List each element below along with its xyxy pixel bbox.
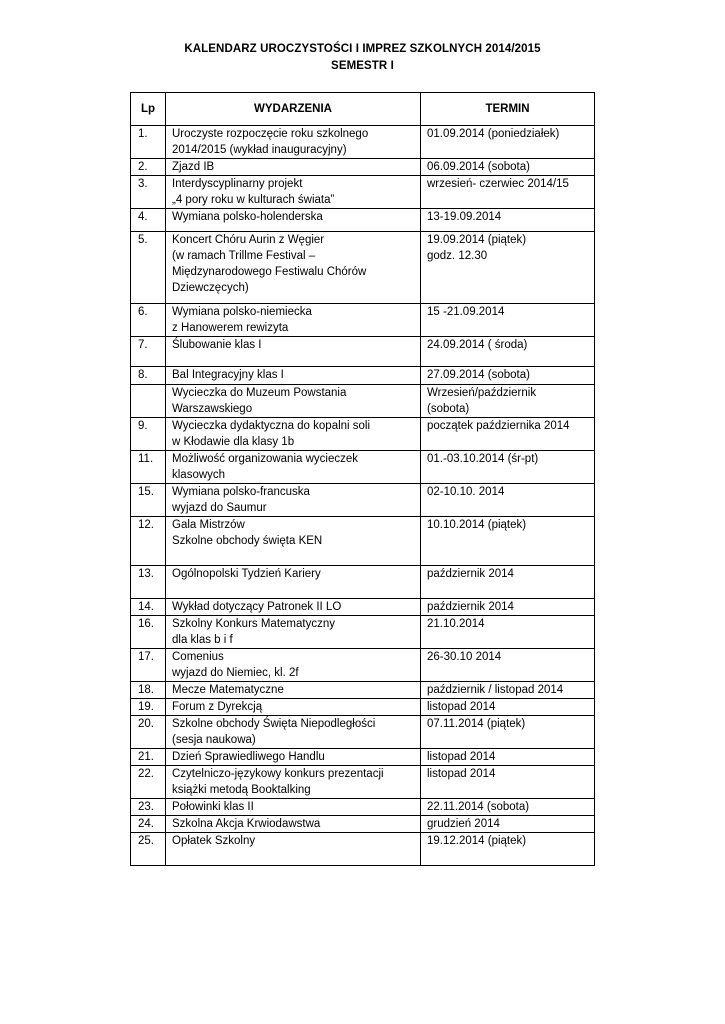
date-text: 13-19.09.2014	[427, 211, 502, 223]
date-cell	[421, 451, 595, 484]
event-cell	[166, 649, 421, 682]
events-table	[130, 92, 595, 866]
table-row	[131, 385, 595, 418]
date-text: 26-30.10 2014	[427, 651, 502, 663]
event-cell	[166, 385, 421, 418]
event-cell	[166, 451, 421, 484]
row-number: 24.	[131, 816, 166, 833]
date-cell	[421, 616, 595, 649]
table-row	[131, 816, 595, 833]
row-number: 23.	[131, 799, 166, 816]
event-cell	[166, 484, 421, 517]
date-text: 06.09.2014 (sobota)	[427, 161, 530, 173]
row-number: 19.	[131, 699, 166, 716]
date-cell	[421, 517, 595, 566]
header-date: TERMIN	[421, 93, 595, 126]
date-text: 10.10.2014 (piątek)	[427, 519, 527, 531]
date-cell	[421, 418, 595, 451]
date-text: 21.10.2014	[427, 618, 485, 630]
event-text: w Kłodawie dla klasy 1b	[172, 436, 295, 448]
event-text: Gala Mistrzów	[172, 519, 245, 531]
table-row	[131, 833, 595, 866]
event-text: Wymiana polsko-holenderska	[172, 211, 323, 223]
row-number: 7.	[131, 337, 166, 367]
date-text: 19.12.2014 (piątek)	[427, 835, 527, 847]
event-text: Szkolne obchody Święta Niepodległości	[172, 718, 376, 730]
row-number: 9.	[131, 418, 166, 451]
event-text: Szkolne obchody święta KEN	[172, 535, 323, 547]
event-text: Połowinki klas II	[172, 801, 254, 813]
table-row	[131, 176, 595, 209]
event-text: „4 pory roku w kulturach świata”	[172, 194, 335, 206]
event-text: Wycieczka do Muzeum Powstania	[172, 387, 347, 399]
date-text: 27.09.2014 (sobota)	[427, 369, 530, 381]
table-row	[131, 209, 595, 232]
event-text: Uroczyste rozpoczęcie roku szkolnego	[172, 128, 369, 140]
event-cell	[166, 367, 421, 385]
row-number: 12.	[131, 517, 166, 566]
table-row	[131, 418, 595, 451]
event-cell	[166, 749, 421, 766]
event-text: Opłatek Szkolny	[172, 835, 256, 847]
date-cell	[421, 682, 595, 699]
table-row	[131, 649, 595, 682]
date-cell	[421, 749, 595, 766]
event-cell	[166, 337, 421, 367]
event-text: z Hanowerem rewizyta	[172, 322, 289, 334]
event-cell	[166, 816, 421, 833]
row-number: 3.	[131, 176, 166, 209]
date-cell	[421, 126, 595, 159]
row-number: 18.	[131, 682, 166, 699]
table-header-row	[131, 93, 595, 126]
event-cell	[166, 566, 421, 599]
table-row	[131, 749, 595, 766]
event-cell	[166, 716, 421, 749]
date-cell	[421, 304, 595, 337]
event-text: Zjazd IB	[172, 161, 215, 173]
table-row	[131, 716, 595, 749]
event-text: 2014/2015 (wykład inauguracyjny)	[172, 144, 347, 156]
row-number: 4.	[131, 209, 166, 232]
header-event: WYDARZENIA	[166, 93, 421, 126]
event-text: Forum z Dyrekcją	[172, 701, 263, 713]
date-cell	[421, 699, 595, 716]
event-text: Szkolny Konkurs Matematyczny	[172, 618, 335, 630]
table-row	[131, 451, 595, 484]
date-text: Wrzesień/październik	[427, 387, 537, 399]
table-body	[131, 126, 595, 866]
date-cell	[421, 232, 595, 304]
date-text: 15 -21.09.2014	[427, 306, 505, 318]
event-text: (sesja naukowa)	[172, 734, 256, 746]
date-text: 02-10.10. 2014	[427, 486, 505, 498]
row-number: 6.	[131, 304, 166, 337]
event-cell	[166, 699, 421, 716]
event-text: Międzynarodowego Festiwalu Chórów	[172, 266, 367, 278]
table-row	[131, 699, 595, 716]
event-text: Bal Integracyjny klas I	[172, 369, 284, 381]
table-row	[131, 682, 595, 699]
event-cell	[166, 682, 421, 699]
event-text: Szkolna Akcja Krwiodawstwa	[172, 818, 321, 830]
date-cell	[421, 799, 595, 816]
date-text: 22.11.2014 (sobota)	[427, 801, 530, 813]
event-text: Interdyscyplinarny projekt	[172, 178, 303, 190]
row-number: 22.	[131, 766, 166, 799]
event-text: (w ramach Trillme Festival –	[172, 250, 316, 262]
date-text: 24.09.2014 ( środa)	[427, 339, 528, 351]
date-text: (sobota)	[427, 403, 470, 415]
date-text: październik 2014	[427, 601, 514, 613]
event-text: Ślubowanie klas I	[172, 339, 262, 351]
date-text: grudzień 2014	[427, 818, 500, 830]
event-cell	[166, 304, 421, 337]
event-text: Wykład dotyczący Patronek II LO	[172, 601, 342, 613]
event-text: Comenius	[172, 651, 224, 663]
row-number	[131, 385, 166, 418]
event-text: Możliwość organizowania wycieczek	[172, 453, 358, 465]
event-cell	[166, 232, 421, 304]
row-number: 2.	[131, 159, 166, 176]
event-text: Mecze Matematyczne	[172, 684, 284, 696]
event-cell	[166, 517, 421, 566]
row-number: 14.	[131, 599, 166, 616]
table-row	[131, 566, 595, 599]
date-cell	[421, 385, 595, 418]
event-cell	[166, 126, 421, 159]
date-text: 01.-03.10.2014 (śr-pt)	[427, 453, 539, 465]
table-row	[131, 159, 595, 176]
date-cell	[421, 337, 595, 367]
date-cell	[421, 833, 595, 866]
event-cell	[166, 176, 421, 209]
row-number: 16.	[131, 616, 166, 649]
table-row	[131, 126, 595, 159]
table-row	[131, 337, 595, 367]
date-cell	[421, 367, 595, 385]
date-text: początek października 2014	[427, 420, 570, 432]
date-text: godz. 12.30	[427, 250, 488, 262]
date-cell	[421, 649, 595, 682]
table-row	[131, 599, 595, 616]
date-text: listopad 2014	[427, 768, 496, 780]
row-number: 5.	[131, 232, 166, 304]
table-row	[131, 304, 595, 337]
event-cell	[166, 159, 421, 176]
date-cell	[421, 209, 595, 232]
date-cell	[421, 766, 595, 799]
table-row	[131, 232, 595, 304]
date-text: 01.09.2014 (poniedziałek)	[427, 128, 560, 140]
row-number: 20.	[131, 716, 166, 749]
event-text: Wymiana polsko-francuska	[172, 486, 310, 498]
event-text: wyjazd do Niemiec, kl. 2f	[172, 667, 299, 679]
row-number: 13.	[131, 566, 166, 599]
date-cell	[421, 566, 595, 599]
event-text: książki metodą Booktalking	[172, 784, 311, 796]
date-text: 19.09.2014 (piątek)	[427, 234, 527, 246]
event-cell	[166, 209, 421, 232]
date-cell	[421, 159, 595, 176]
page-title: KALENDARZ UROCZYSTOŚCI I IMPREZ SZKOLNYCH 2014/2015	[184, 43, 541, 55]
date-text: 07.11.2014 (piątek)	[427, 718, 526, 730]
event-cell	[166, 616, 421, 649]
event-text: klasowych	[172, 469, 226, 481]
date-cell	[421, 484, 595, 517]
date-text: listopad 2014	[427, 701, 496, 713]
row-number: 17.	[131, 649, 166, 682]
table-row	[131, 799, 595, 816]
event-text: Wymiana polsko-niemiecka	[172, 306, 312, 318]
table-row	[131, 484, 595, 517]
event-text: Koncert Chóru Aurin z Węgier	[172, 234, 325, 246]
date-text: październik / listopad 2014	[427, 684, 564, 696]
page-subtitle: SEMESTR I	[331, 60, 394, 72]
date-cell	[421, 599, 595, 616]
event-cell	[166, 766, 421, 799]
date-text: październik 2014	[427, 568, 514, 580]
table-row	[131, 517, 595, 566]
table-row	[131, 367, 595, 385]
row-number: 11.	[131, 451, 166, 484]
date-text: listopad 2014	[427, 751, 496, 763]
event-text: Wycieczka dydaktyczna do kopalni soli	[172, 420, 371, 432]
event-cell	[166, 418, 421, 451]
event-text: Ogólnopolski Tydzień Kariery	[172, 568, 321, 580]
event-cell	[166, 799, 421, 816]
event-text: Warszawskiego	[172, 403, 253, 415]
date-cell	[421, 176, 595, 209]
event-text: Dziewczęcych)	[172, 282, 249, 294]
date-text: wrzesień- czerwiec 2014/15	[427, 178, 569, 190]
event-text: Czytelniczo-językowy konkurs prezentacji	[172, 768, 384, 780]
row-number: 15.	[131, 484, 166, 517]
header-lp: Lp	[131, 93, 166, 126]
row-number: 21.	[131, 749, 166, 766]
date-cell	[421, 816, 595, 833]
event-text: wyjazd do Saumur	[172, 502, 267, 514]
row-number: 25.	[131, 833, 166, 866]
event-text: dla klas b i f	[172, 634, 233, 646]
row-number: 8.	[131, 367, 166, 385]
row-number: 1.	[131, 126, 166, 159]
table-row	[131, 766, 595, 799]
date-cell	[421, 716, 595, 749]
event-cell	[166, 599, 421, 616]
table-row	[131, 616, 595, 649]
event-text: Dzień Sprawiedliwego Handlu	[172, 751, 325, 763]
event-cell	[166, 833, 421, 866]
